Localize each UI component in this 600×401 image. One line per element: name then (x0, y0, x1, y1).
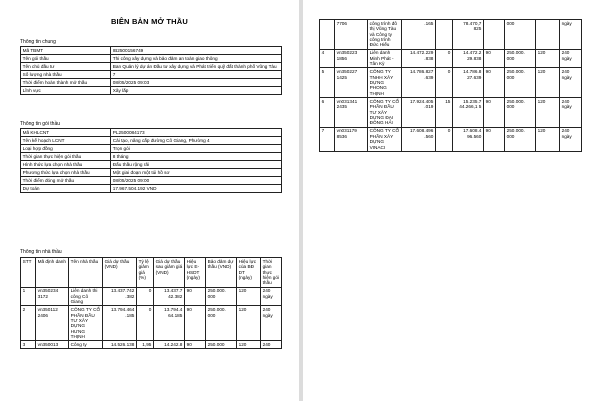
info-value: 08/05/2025 09:00 (111, 177, 282, 185)
general-info-heading: Thông tin chung (20, 39, 56, 45)
bidder-price: 13.794.464 .185 (103, 306, 137, 341)
bidder-row (320, 127, 582, 151)
column-header: Thời gian thực hiện gói thầu (261, 258, 282, 288)
bidder-id: 7706 (335, 20, 368, 50)
bidder-final: 14.786.8 27.639 (453, 68, 484, 98)
info-label: Thời điểm đóng mở thầu (21, 177, 111, 185)
bidder-info-heading: Thông tin nhà thầu (20, 249, 62, 255)
info-row (21, 129, 282, 137)
info-label: Thời gian thực hiện gói thầu (21, 153, 111, 161)
bidder-price: 14.526.138 (103, 341, 137, 349)
bidder-guarantee: 250.000. 000 (206, 287, 237, 306)
info-row (21, 153, 282, 161)
info-row (21, 63, 282, 71)
bidder-name: Liên danh thi công Cô Giang (69, 287, 103, 306)
info-row (21, 87, 282, 95)
info-value: PL2500084173 (111, 129, 282, 137)
info-label: Phương thức lựa chọn nhà thầu (21, 169, 111, 177)
bidder-name: CÔNG TY CỔ PHẦN XÂY DỰNG VINACI (368, 127, 402, 151)
info-label: Thời điểm hoàn thành mở thầu (21, 79, 111, 87)
bidder-stt: 4 (320, 49, 335, 68)
bidder-duration: 240 ngày (560, 68, 582, 98)
info-label: Số lượng nhà thầu (21, 71, 111, 79)
info-label: Tên chủ đầu tư (21, 63, 111, 71)
info-label: Mã KHLCNT (21, 129, 111, 137)
bidder-discount: 0 (137, 306, 154, 341)
info-row (21, 137, 282, 145)
bidder-discount: 0 (137, 287, 154, 306)
info-value: Thi công xây dựng và bảo đảm an toàn giao thông (111, 55, 282, 63)
column-header: Tỷ lệ giảm giá (%) (137, 258, 154, 288)
document-page-2 (303, 0, 600, 401)
info-row (21, 161, 282, 169)
bidder-final: 78.470,7 825 (453, 20, 484, 50)
info-row (21, 55, 282, 63)
bidder-guarantee: 250.000. 000 (505, 68, 536, 98)
bidder-validity: 90 (185, 341, 206, 349)
bidder-row (21, 306, 282, 341)
bidder-guarantee: 250.000 (206, 341, 237, 349)
info-row (21, 169, 282, 177)
bidder-stt: 7 (320, 127, 335, 151)
general-info-table (20, 46, 282, 95)
bidder-row (320, 68, 582, 98)
bidder-discount (436, 20, 453, 50)
document-title: BIÊN BẢN MỞ THẦU (110, 17, 189, 26)
bidder-validity: 90 (484, 127, 505, 151)
bidder-id: vn031179 8536 (335, 127, 368, 151)
bidder-name: Công ty (69, 341, 103, 349)
info-value: 7 (111, 71, 282, 79)
bidder-duration: 240 ngày (261, 287, 282, 306)
info-label: Tên kế hoạch LCNT (21, 137, 111, 145)
column-header: Hiệu lực E-HSDT (ngày) (185, 258, 206, 288)
info-value: IB2500156749 (111, 47, 282, 55)
bidder-table (20, 257, 282, 349)
info-label: Lĩnh vực (21, 87, 111, 95)
info-value: Đấu thầu rộng rãi (111, 161, 282, 169)
bidder-final: 13.437.7 42.382 (154, 287, 185, 306)
tender-info-heading: Thông tin gói thầu (20, 121, 61, 127)
bidder-row (21, 287, 282, 306)
bidder-g-validity: 120 (237, 287, 261, 306)
bidder-id: vn031341 2435 (335, 98, 368, 128)
bidder-id: vn350234 3172 (36, 287, 69, 306)
document-page-1 (0, 0, 299, 401)
bidder-stt: 1 (21, 287, 36, 306)
bidder-price: .165 (402, 20, 436, 50)
bidder-duration: 240 (261, 341, 282, 349)
bidder-price: 17.608.496 .560 (402, 127, 436, 151)
bidder-price: 14.786.827 .639 (402, 68, 436, 98)
bidder-price: 17.924.405 .019 (402, 98, 436, 128)
bidder-duration: ngày (560, 20, 582, 50)
info-value: 17.967.504.192 VND (111, 185, 282, 193)
bidder-row (21, 341, 282, 349)
bidder-id: vn350227 1425 (335, 68, 368, 98)
info-row (21, 71, 282, 79)
bidder-discount: 15 (436, 98, 453, 128)
bidder-guarantee: 250.000. 000 (505, 98, 536, 128)
column-header: Bảo đảm dự thầu (VND) (206, 258, 237, 288)
bidder-guarantee: 250.000. 000 (505, 127, 536, 151)
bidder-stt: 6 (320, 98, 335, 128)
bidder-id: vn350013 (36, 341, 69, 349)
bidder-duration: 240 ngày (261, 306, 282, 341)
bidder-stt: 2 (21, 306, 36, 341)
bidder-stt (320, 20, 335, 50)
bidder-g-validity: 120 (536, 68, 560, 98)
bidder-final: 15.235.7 44.266,1 5 (453, 98, 484, 128)
info-label: Hình thức lựa chọn nhà thầu (21, 161, 111, 169)
bidder-row (320, 49, 582, 68)
info-row (21, 177, 282, 185)
info-label: Tên gói thầu (21, 55, 111, 63)
bidder-g-validity: 120 (237, 306, 261, 341)
bidder-g-validity: 120 (536, 49, 560, 68)
bidder-validity: 90 (185, 287, 206, 306)
bidder-name: CÔNG TY TNHH XÂY DỰNG PHONG THỊNH (368, 68, 402, 98)
tender-info-table (20, 128, 282, 193)
info-row (21, 145, 282, 153)
bidder-guarantee: 000 (505, 20, 536, 50)
bidder-name: công trình đô thị Vũng Tàu và Công ty công trình Đức Hiếu (368, 20, 402, 50)
bidder-g-validity: 120 (536, 127, 560, 151)
column-header: Giá dự thầu sau giảm giá (VND) (154, 258, 185, 288)
bidder-discount: 0 (436, 127, 453, 151)
bidder-validity: 90 (185, 306, 206, 341)
bidder-name: Liên danh Minh Phát - Tân Kỳ (368, 49, 402, 68)
bidder-price: 13.437.742 .382 (103, 287, 137, 306)
bidder-guarantee: 250.000. 000 (206, 306, 237, 341)
bidder-validity (484, 20, 505, 50)
bidder-g-validity: 120 (237, 341, 261, 349)
bidder-name: CÔNG TY CỔ PHẦN ĐẦU TƯ XÂY DỰNG HƯNG THỊNH (69, 306, 103, 341)
bidder-duration: 240 ngày (560, 127, 582, 151)
bidder-final: 17.608.4 96.560 (453, 127, 484, 151)
bidder-stt: 3 (21, 341, 36, 349)
info-value: Xây lắp (111, 87, 282, 95)
info-value: Một giai đoạn một túi hồ sơ (111, 169, 282, 177)
bidder-id: vn350223 1856 (335, 49, 368, 68)
info-value: Trọn gói (111, 145, 282, 153)
bidder-row (320, 98, 582, 128)
info-value: 8 tháng (111, 153, 282, 161)
info-value: Ban Quản lý dự án Đầu tư xây dựng và Phát triển quỹ đất thành phố Vũng Tàu (111, 63, 282, 71)
column-header: Hiệu lực của BĐ DT (ngày) (237, 258, 261, 288)
column-header: Tên nhà thầu (69, 258, 103, 288)
bidder-final: 13.794.4 64.185 (154, 306, 185, 341)
info-row (21, 79, 282, 87)
bidder-validity: 90 (484, 49, 505, 68)
bidder-table-continued (319, 19, 582, 152)
bidder-price: 14.472.229 .838 (402, 49, 436, 68)
bidder-guarantee: 250.000. 000 (505, 49, 536, 68)
info-row (21, 185, 282, 193)
column-header: Giá dự thầu (VND) (103, 258, 137, 288)
bidder-duration: 240 ngày (560, 49, 582, 68)
info-value: Cải tạo, nâng cấp đường Cô Giang, Phường 4 (111, 137, 282, 145)
column-header: STT (21, 258, 36, 288)
bidder-validity: 90 (484, 98, 505, 128)
bidder-validity: 90 (484, 68, 505, 98)
bidder-discount: 1,95 (137, 341, 154, 349)
column-header: Mã định danh (36, 258, 69, 288)
bidder-g-validity (536, 20, 560, 50)
info-row (21, 47, 282, 55)
bidder-final: 14.242.8 (154, 341, 185, 349)
bidder-final: 14.472.2 29.838 (453, 49, 484, 68)
bidder-row (320, 20, 582, 50)
bidder-duration: 240 ngày (560, 98, 582, 128)
bidder-g-validity: 120 (536, 98, 560, 128)
bidder-discount: 0 (436, 49, 453, 68)
bidder-id: vn350112 2406 (36, 306, 69, 341)
info-label: Loại hợp đồng (21, 145, 111, 153)
info-label: Dự toán (21, 185, 111, 193)
bidder-discount: 0 (436, 68, 453, 98)
bidder-name: CÔNG TY CỔ PHẦN ĐẦU TƯ XÂY DỰNG ĐẠI ĐÔNG HẢI (368, 98, 402, 128)
info-value: 08/05/2025 09:03 (111, 79, 282, 87)
info-label: Mã TBMT (21, 47, 111, 55)
bidder-stt: 5 (320, 68, 335, 98)
